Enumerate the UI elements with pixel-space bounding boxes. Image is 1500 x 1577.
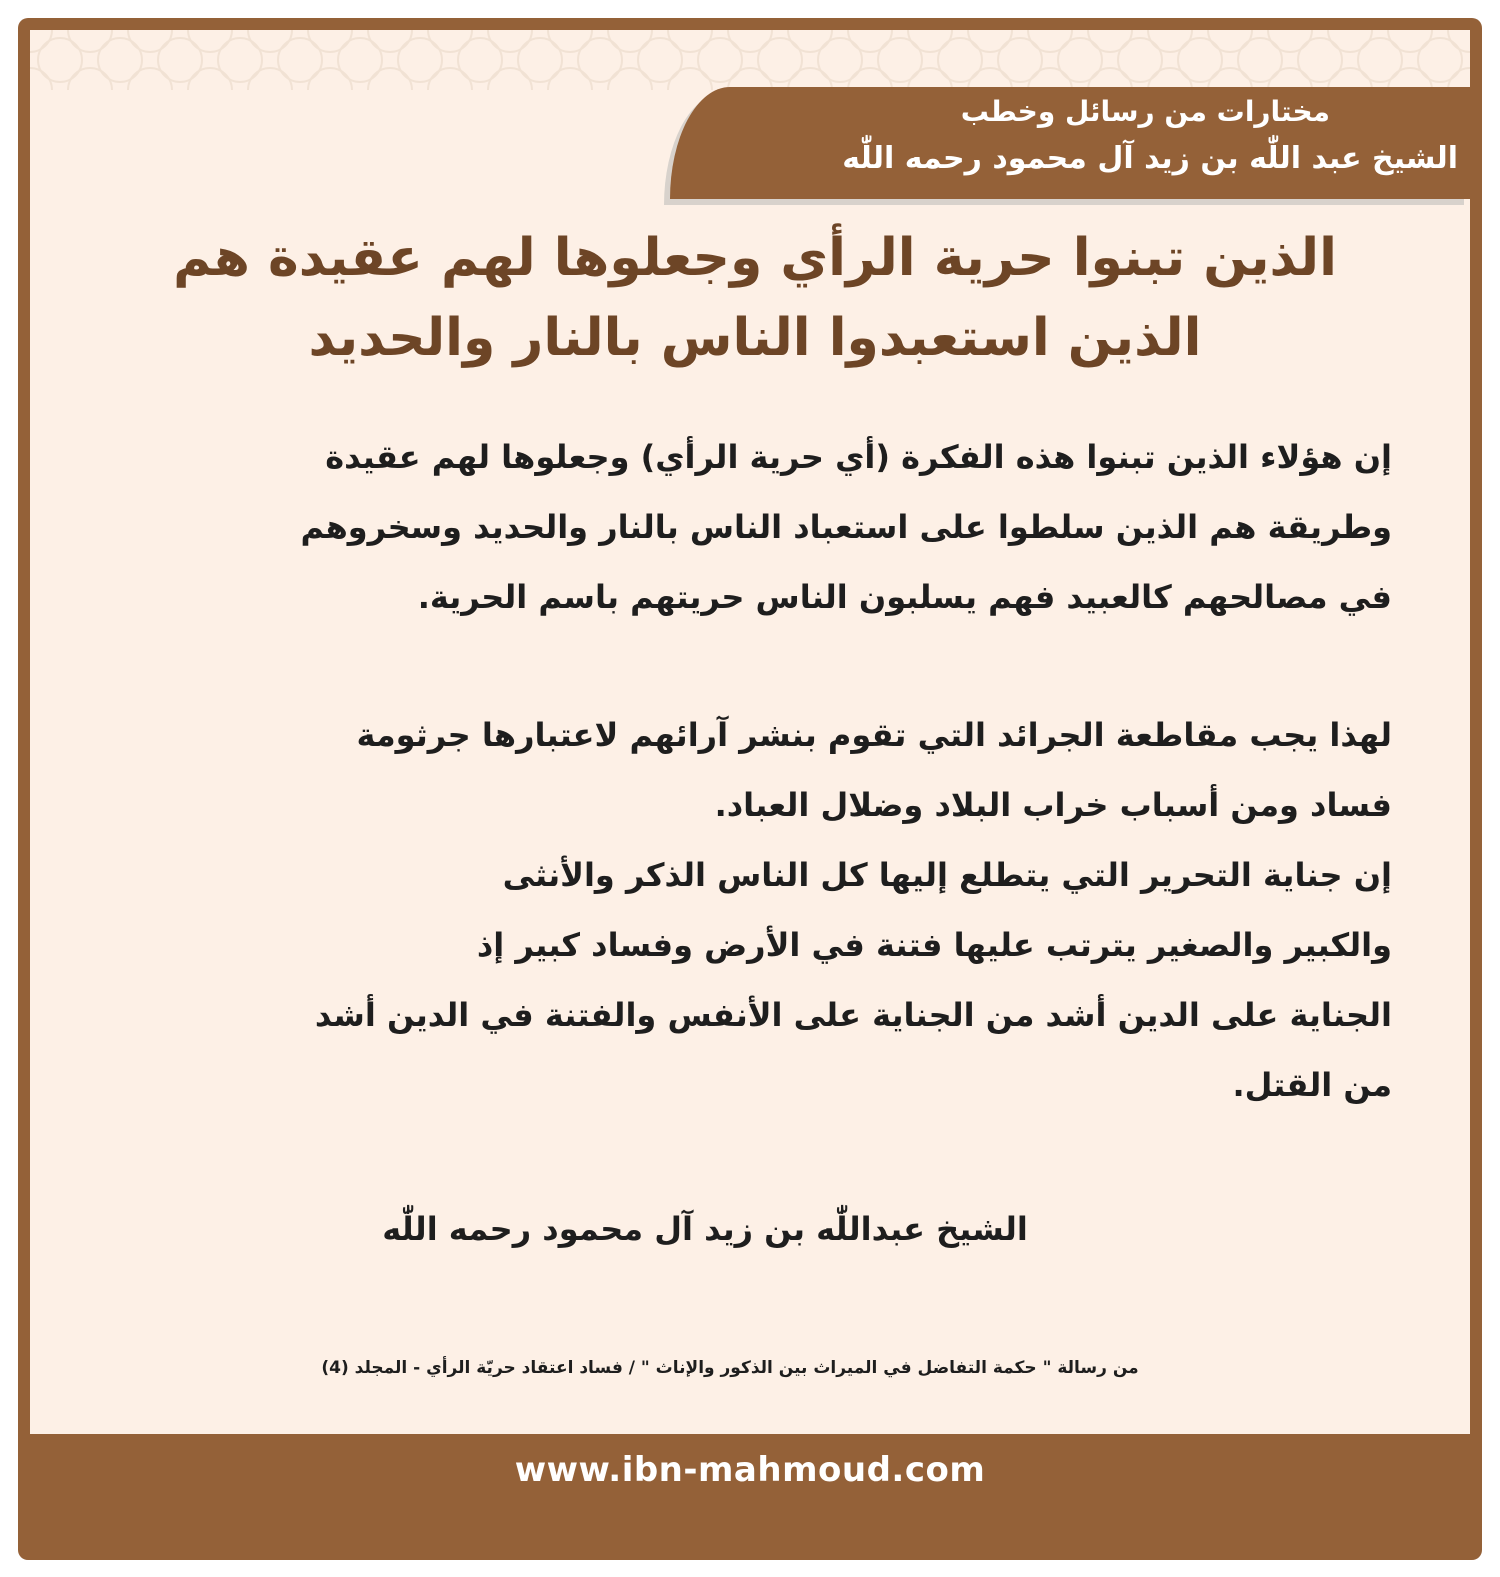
paragraph-1	[120, 422, 1392, 632]
card-frame	[18, 18, 1482, 1560]
website-url[interactable]: www.ibn-mahmoud.com	[514, 1450, 986, 1490]
text-line: فساد ومن أسباب خراب البلاد وضلال العباد.	[714, 786, 1392, 824]
text-line: في مصالحهم كالعبيد فهم يسلبون الناس حريتهم باسم الحرية.	[417, 578, 1392, 616]
card-content	[30, 30, 1470, 1434]
text-line: إن جناية التحرير التي يتطلع إليها كل الناس الذكر والأنثى	[502, 856, 1392, 894]
text-line: من القتل.	[1232, 1066, 1392, 1104]
header-banner	[670, 87, 1470, 199]
source-citation: من رسالة " حكمة التفاضل في الميراث بين الذكور والإناث " / فساد اعتقاد حريّة الرأي - المجلد (4)	[321, 1358, 1139, 1378]
title-line-1: الذين تبنوا حرية الرأي وجعلوها لهم عقيدة هم	[173, 228, 1337, 288]
text-line: الجناية على الدين أشد من الجناية على الأنفس والفتنة في الدين أشد	[314, 996, 1392, 1034]
page-title	[90, 218, 1420, 378]
title-line-2: الذين استعبدوا الناس بالنار والحديد	[308, 308, 1202, 368]
paragraph-2	[120, 700, 1392, 1120]
text-line: والكبير والصغير يترتب عليها فتنة في الأرض وفساد كبير إذ	[476, 926, 1392, 964]
author-signature: الشيخ عبداللّٰه بن زيد آل محمود رحمه اللّٰه	[382, 1210, 1028, 1248]
decorative-pattern	[30, 30, 1470, 90]
text-line: لهذا يجب مقاطعة الجرائد التي تقوم بنشر آرائهم لاعتبارها جرثومة	[356, 716, 1392, 754]
header-subtitle: مختارات من رسائل وخطب	[960, 95, 1330, 128]
text-line: وطريقة هم الذين سلطوا على استعباد الناس بالنار والحديد وسخروهم	[300, 508, 1392, 546]
header-author: الشيخ عبد اللّٰه بن زيد آل محمود رحمه اللّٰه	[842, 141, 1458, 176]
text-line: إن هؤلاء الذين تبنوا هذه الفكرة (أي حرية الرأي) وجعلوها لهم عقيدة	[325, 438, 1392, 476]
